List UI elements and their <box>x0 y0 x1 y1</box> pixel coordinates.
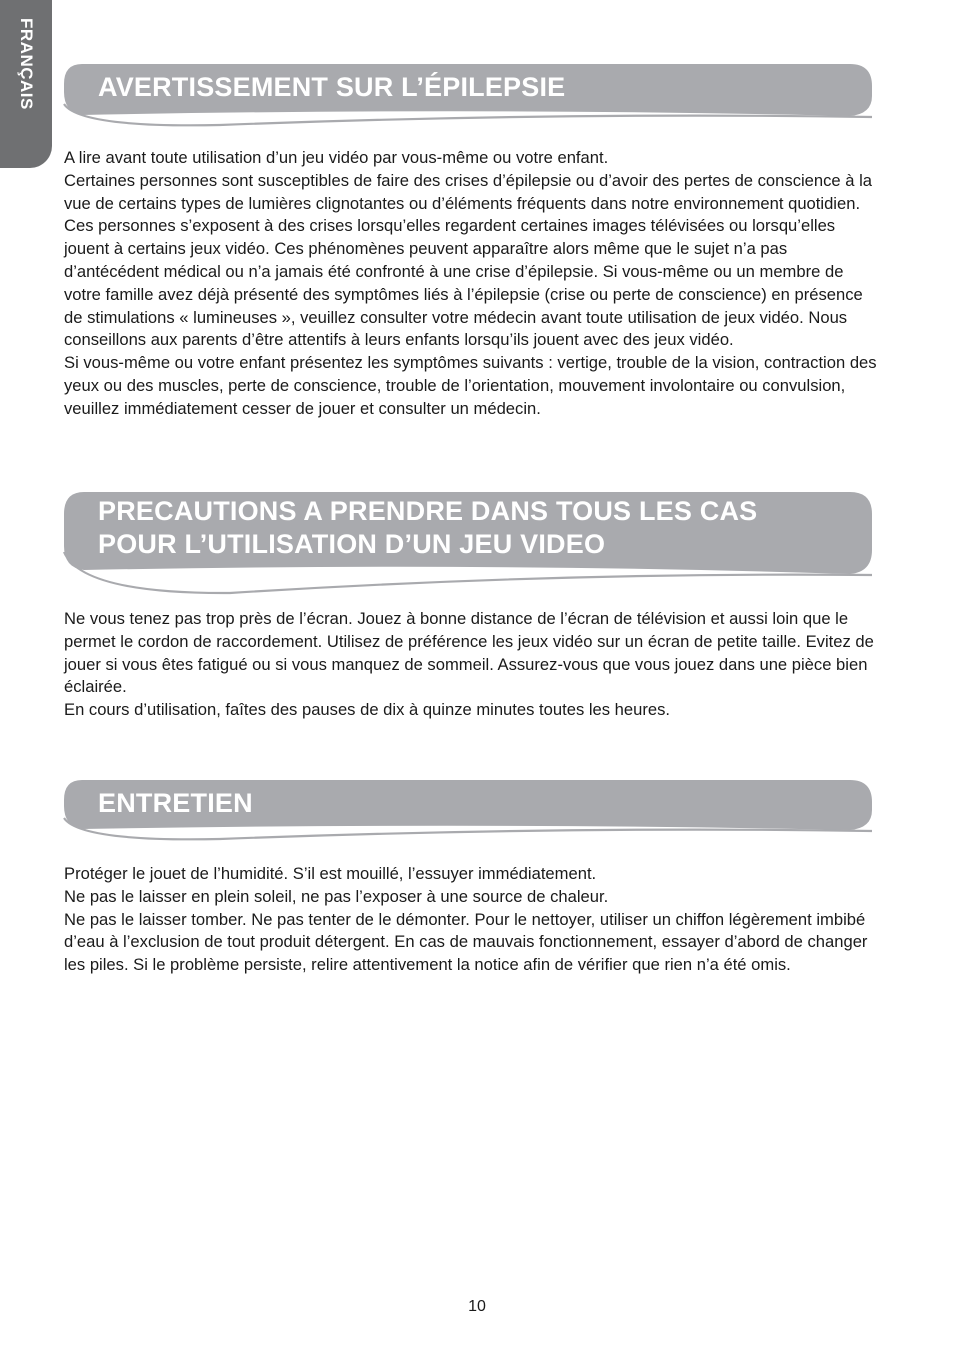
section-banner-precautions <box>60 490 880 598</box>
paragraph: Ne vous tenez pas trop près de l’écran. Jouez à bonne distance de l’écran de télévision et aussi loin que le permet le cordon de raccordement. Utilisez de préférence les jeux vidéo sur un écran de petite taille. Evitez de jouer si vous êtes fatigué ou si vous manquez de sommeil. Assurez-vous que vous jouez dans une pièce bien éclairée. <box>64 609 874 697</box>
paragraph: A lire avant toute utilisation d’un jeu vidéo par vous-même ou votre enfant. <box>64 148 609 167</box>
section-body-maintenance <box>64 863 879 977</box>
section-banner-epilepsy <box>60 62 880 130</box>
section-title-line: POUR L’UTILISATION D’UN JEU VIDEO <box>98 529 606 559</box>
language-side-tab-label-wrap <box>0 0 52 168</box>
section-body-epilepsy <box>64 147 879 421</box>
paragraph: Ne pas le laisser en plein soleil, ne pas l’exposer à une source de chaleur. <box>64 886 609 906</box>
section-banner-maintenance <box>60 778 880 846</box>
language-tab-label: FRANÇAIS <box>17 18 36 110</box>
section-title: ENTRETIEN <box>98 788 253 818</box>
paragraph: Protéger le jouet de l’humidité. S’il est mouillé, l’essuyer immédiatement. <box>64 864 597 883</box>
paragraph: En cours d’utilisation, faîtes des pauses de dix à quinze minutes toutes les heures. <box>64 700 671 720</box>
page-number: 10 <box>468 1298 486 1315</box>
paragraph: Ne pas le laisser tomber. Ne pas tenter de le démonter. Pour le nettoyer, utiliser un chiffon légèrement imbibé d’eau à l’exclusion de tout produit détergent. En cas de mauvais fonctionnement, essayer d’abord de changer les piles. Si le problème persiste, relire attentivement la notice afin de vérifier que rien n’a été omis. <box>64 909 868 975</box>
section-body-precautions <box>64 608 879 722</box>
section-title-line: PRECAUTIONS A PRENDRE DANS TOUS LES CAS <box>98 496 758 526</box>
paragraph: Si vous-même ou votre enfant présentez les symptômes suivants : vertige, trouble de la vision, contraction des yeux ou des muscles, perte de conscience, trouble de l’orientation, mouvement involontaire ou convulsion, veuillez immédiatement cesser de jouer et consulter un médecin. <box>64 353 877 418</box>
paragraph: Certaines personnes sont susceptibles de faire des crises d’épilepsie ou d’avoir des pertes de conscience à la vue de certains types de lumières clignotantes ou d’éléments fréquents dans notre environnement quotidien. Ces personnes s’exposent à des crises lorsqu’elles regardent certaines images télévisées ou lorsqu’elles jouent à certains jeux vidéo. Ces phénomènes peuvent apparaître alors même que le sujet n’a pas d’antécédent médical ou n’a jamais été confronté à une crise d’épilepsie. Si vous-même ou un membre de votre famille avez déjà présenté des symptômes liés à l’épilepsie (crise ou perte de conscience) en présence de stimulations « lumineuses », veuillez consulter votre médecin avant toute utilisation de jeux vidéo. Nous conseillons aux parents d’être attentifs à leurs enfants lorsqu’ils jouent avec des jeux vidéo. <box>64 170 873 350</box>
section-title: AVERTISSEMENT SUR L’ÉPILEPSIE <box>98 72 566 102</box>
